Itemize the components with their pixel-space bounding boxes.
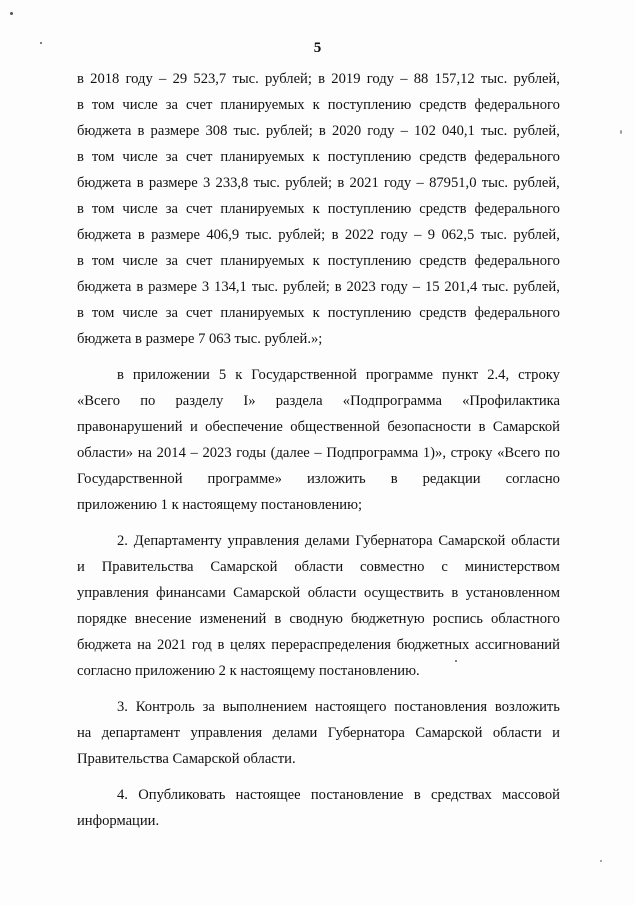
paragraph-gap <box>77 518 560 528</box>
scan-speck <box>10 12 13 15</box>
document-body <box>77 66 560 834</box>
paragraph-item-2-line: бюджета на 2021 год в целях перераспределения бюджетных ассигнований <box>77 637 560 653</box>
paragraph-item-3-line: на департамент управления делами Губернатора Самарской области и <box>77 725 560 741</box>
paragraph-item-2-line: согласно приложению 2 к настоящему постановлению. <box>77 663 420 679</box>
paragraph-funding-line: бюджета в размере 3 233,8 тыс. рублей; в 2021 году – 87951,0 тыс. рублей, <box>77 175 560 191</box>
paragraph-appendix-5-line: «Всего по разделу I» раздела «Подпрограмма «Профилактика <box>77 393 560 409</box>
paragraph-funding-line: бюджета в размере 3 134,1 тыс. рублей; в 2023 году – 15 201,4 тыс. рублей, <box>77 279 560 295</box>
paragraph-item-3-line: 3. Контроль за выполнением настоящего постановления возложить <box>117 699 560 715</box>
paragraph-funding-line: бюджета в размере 7 063 тыс. рублей.»; <box>77 331 323 347</box>
paragraph-appendix-5-line: приложению 1 к настоящему постановлению; <box>77 497 363 513</box>
paragraph-item-2-line: управления финансами Самарской области осуществить в установленном <box>77 585 560 601</box>
scan-speck <box>620 130 622 134</box>
paragraph-item-4-line: 4. Опубликовать настоящее постановление в средствах массовой <box>117 787 560 803</box>
paragraph-funding-line: в том числе за счет планируемых к поступлению средств федерального <box>77 149 560 165</box>
paragraph-funding-line: в том числе за счет планируемых к поступлению средств федерального <box>77 97 560 113</box>
paragraph-funding-line: в том числе за счет планируемых к поступлению средств федерального <box>77 253 560 269</box>
paragraph-gap <box>77 772 560 782</box>
paragraph-funding-line: бюджета в размере 308 тыс. рублей; в 2020 году – 102 040,1 тыс. рублей, <box>77 123 560 139</box>
paragraph-funding-line: в том числе за счет планируемых к поступлению средств федерального <box>77 201 560 217</box>
scan-speck <box>600 860 602 862</box>
paragraph-appendix-5-line: в приложении 5 к Государственной программе пункт 2.4, строку <box>117 367 560 383</box>
paragraph-appendix-5-line: правонарушений и обеспечение общественной безопасности в Самарской <box>77 419 560 435</box>
scan-speck <box>40 42 42 44</box>
scan-speck <box>455 660 457 662</box>
paragraph-item-2-line: порядке внесение изменений в сводную бюджетную роспись областного <box>77 611 560 627</box>
paragraph-item-4-line: информации. <box>77 813 160 829</box>
paragraph-item-3-line: Правительства Самарской области. <box>77 751 296 767</box>
paragraph-funding-line: в том числе за счет планируемых к поступлению средств федерального <box>77 305 560 321</box>
paragraph-gap <box>77 352 560 362</box>
page-number: 5 <box>313 40 322 56</box>
paragraph-item-2-line: и Правительства Самарской области совместно с министерством <box>77 559 560 575</box>
paragraph-appendix-5-line: области» на 2014 – 2023 годы (далее – Подпрограмма 1)», строку «Всего по <box>77 445 560 461</box>
paragraph-funding-line: бюджета в размере 406,9 тыс. рублей; в 2022 году – 9 062,5 тыс. рублей, <box>77 227 560 243</box>
paragraph-item-2-line: 2. Департаменту управления делами Губернатора Самарской области <box>117 533 560 549</box>
paragraph-funding-line: в 2018 году – 29 523,7 тыс. рублей; в 2019 году – 88 157,12 тыс. рублей, <box>77 71 560 87</box>
paragraph-gap <box>77 684 560 694</box>
paragraph-appendix-5-line: Государственной программе» изложить в редакции согласно <box>77 471 560 487</box>
